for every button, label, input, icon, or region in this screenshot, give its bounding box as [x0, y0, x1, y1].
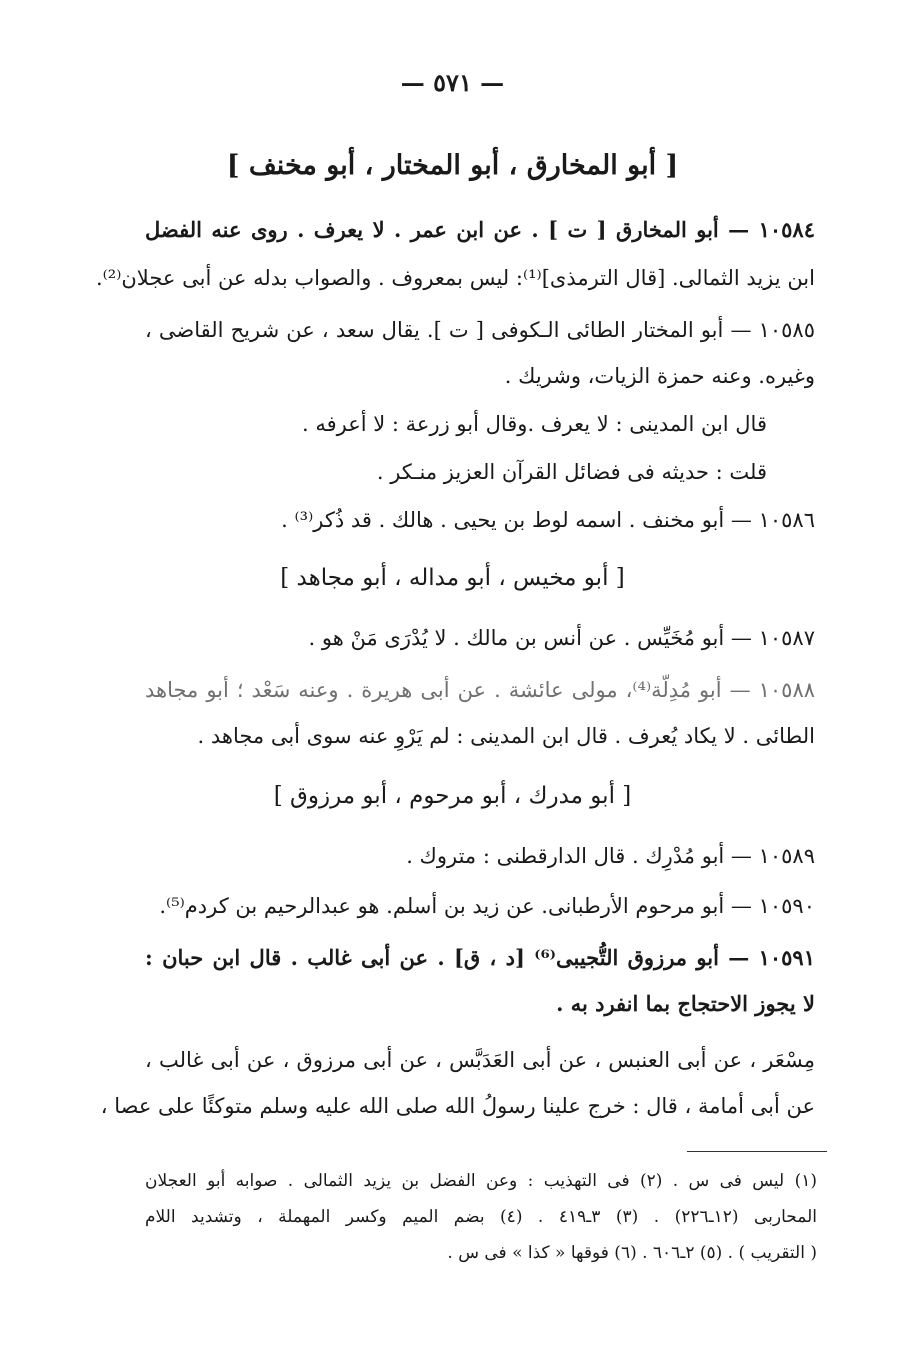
entry-10585-line-2: وغيره. وعنه حمزة الزيات، وشريك . [504, 364, 815, 388]
page-number: — ٥٧١ — [400, 68, 505, 97]
footnote-line: ( التقريب ) . (٥) ٢ـ٦٠٦ . (٦) فوقها « كذا » فى س . [447, 1243, 817, 1263]
hadith-text-line: عن أبى أمامة ، قال : خرج علينا رسولُ الله صلى الله عليه وسلم متوكئًا على عصا ، [100, 1094, 815, 1118]
footnote-divider [687, 1151, 827, 1152]
section-heading: [ أبو المخارق ، أبو المختار ، أبو مخنف ] [226, 150, 679, 181]
entry-10584-line-2: ابن يزيد الثمالى. [قال الترمذى]⁽¹⁾: ليس بمعروف . والصواب بدله عن أبى عجلان⁽²⁾. [95, 266, 815, 290]
entry-10586: ١٠٥٨٦ — أبو مخنف . اسمه لوط بن يحيى . هالك . قد ذُكر⁽³⁾ . [281, 508, 815, 532]
entry-10588-line-2: الطائى . لا يكاد يُعرف . قال ابن المدينى : لم يَرْوِ عنه سوى أبى مجاهد . [197, 724, 815, 748]
entry-10589: ١٠٥٨٩ — أبو مُدْرِك . قال الدارقطنى : متروك . [406, 844, 815, 868]
entry-10588-line-1: ١٠٥٨٨ — أبو مُدِلّة⁽⁴⁾، مولى عائشة . عن أبى هريرة . وعنه سَعْد ؛ أبو مجاهد [145, 678, 816, 702]
entry-10585-line-1: ١٠٥٨٥ — أبو المختار الطائى الـكوفى [ ت ]. يقال سعد ، عن شريح القاضى ، [145, 318, 815, 342]
commentary-line: قال ابن المدينى : لا يعرف .وقال أبو زرعة : لا أعرفه . [301, 412, 767, 436]
section-heading: [ أبو مخيس ، أبو مداله ، أبو مجاهد ] [280, 565, 625, 591]
entry-10587: ١٠٥٨٧ — أبو مُخَيِّس . عن أنس بن مالك . لا يُدْرَى مَنْ هو . [308, 626, 815, 650]
hadith-chain-line: مِسْعَر ، عن أبى العنبس ، عن أبى العَدَبَّس ، عن أبى مرزوق ، عن أبى غالب ، [145, 1048, 815, 1072]
commentary-line: قلت : حديثه فى فضائل القرآن العزيز منـكر . [376, 460, 767, 484]
entry-10584-line-1: ١٠٥٨٤ — أبو المخارق [ ت ] . عن ابن عمر . لا يعرف . روى عنه الفضل [145, 217, 815, 242]
entry-10591-line-2: لا يجوز الاحتجاج بما انفرد به . [556, 991, 815, 1016]
footnote-line: (١) ليس فى س . (٢) فى التهذيب : وعن الفضل بن يزيد الثمالى . صوابه أبو العجلان [145, 1171, 818, 1191]
entry-10591-line-1: ١٠٥٩١ — أبو مرزوق التُّجيبى⁽⁶⁾ [د ، ق] . عن أبى غالب . قال ابن حبان : [145, 945, 815, 970]
section-heading: [ أبو مدرك ، أبو مرحوم ، أبو مرزوق ] [273, 783, 632, 809]
footnote-line: المحاربى (١٢ـ٢٢٦) . (٣) ٣ـ٤١٩ . (٤) بضم الميم وكسر المهملة ، وتشديد اللام [145, 1207, 818, 1227]
entry-10590: ١٠٥٩٠ — أبو مرحوم الأرطبانى. عن زيد بن أسلم. هو عبدالرحيم بن كردم⁽⁵⁾. [159, 894, 815, 918]
